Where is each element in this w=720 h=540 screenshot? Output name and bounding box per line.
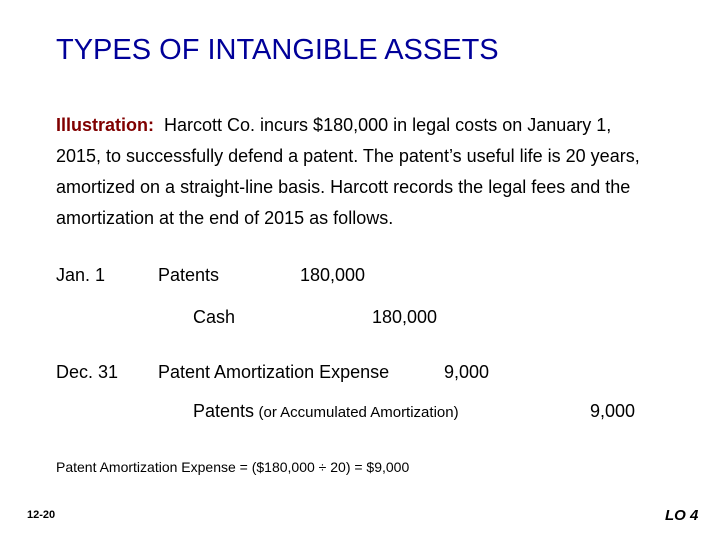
- illustration-text: Harcott Co. incurs $180,000 in legal costs on January 1, 2015, to successfully defend a patent. The patent’s useful life is 20 years, amortized on a straight-line basis. Harcott records the legal fees and the amortization at the end of 2015 as follows.: [56, 115, 640, 228]
- learning-objective: LO 4: [665, 507, 699, 524]
- debit-amount: 180,000: [300, 265, 366, 285]
- credit-amount: 180,000: [372, 307, 438, 327]
- illustration-paragraph: [56, 110, 656, 234]
- entry-date: Dec. 31: [56, 362, 119, 382]
- entry-date: Jan. 1: [56, 265, 106, 285]
- credit-account: Cash: [193, 307, 236, 327]
- slide-title: TYPES OF INTANGIBLE ASSETS: [56, 34, 499, 66]
- illustration-label: Illustration:: [56, 115, 154, 135]
- debit-account: Patents: [158, 265, 220, 285]
- debit-account: Patent Amortization Expense: [158, 362, 390, 382]
- credit-account-note: (or Accumulated Amortization): [258, 404, 459, 421]
- credit-account-line: [193, 401, 459, 422]
- credit-amount: 9,000: [590, 401, 636, 421]
- amortization-formula: Patent Amortization Expense = ($180,000 ÷ 20) = $9,000: [56, 459, 410, 475]
- slide-number: 12-20: [27, 509, 56, 521]
- debit-amount: 9,000: [444, 362, 490, 382]
- credit-account: Patents: [193, 401, 255, 421]
